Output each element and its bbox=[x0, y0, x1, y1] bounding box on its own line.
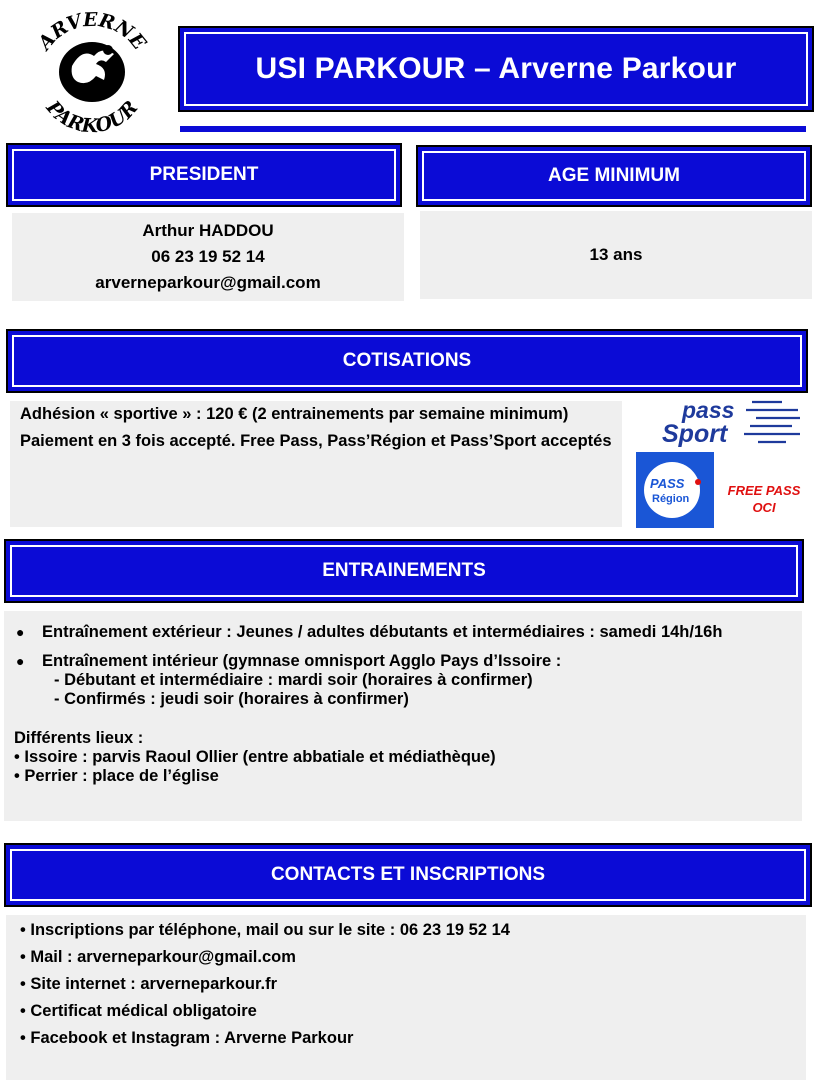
age-heading: AGE MINIMUM bbox=[548, 165, 680, 186]
pass-sport-line1: pass bbox=[682, 397, 735, 423]
contact-item-mail: • Mail : arverneparkour@gmail.com bbox=[20, 948, 296, 966]
free-pass-logo bbox=[716, 482, 812, 516]
training-indoor-confirmed: - Confirmés : jeudi soir (horaires à confirmer) bbox=[54, 690, 409, 708]
parkour-jumper-icon bbox=[59, 42, 125, 102]
list-item bbox=[14, 623, 786, 642]
president-heading: PRESIDENT bbox=[149, 164, 259, 185]
training-outdoor: Entraînement extérieur : Jeunes / adultes débutants et intermédiaires : samedi 14h/16h bbox=[42, 623, 723, 641]
age-banner bbox=[416, 145, 812, 207]
cotisations-adhesion: Adhésion « sportive » : 120 € (2 entrainements par semaine minimum) bbox=[20, 405, 569, 423]
logo-bottom-text: PARKOUR bbox=[41, 96, 143, 136]
bullet-icon: ● bbox=[16, 653, 25, 669]
president-panel bbox=[12, 213, 404, 301]
contacts-panel bbox=[6, 915, 806, 1080]
title-underline bbox=[180, 126, 806, 132]
entrainements-banner bbox=[4, 539, 804, 603]
contact-item-certificat: • Certificat médical obligatoire bbox=[20, 1002, 257, 1020]
lieu-perrier: • Perrier : place de l’église bbox=[14, 767, 219, 785]
contact-item-site: • Site internet : arverneparkour.fr bbox=[20, 975, 278, 993]
lieu-issoire: • Issoire : parvis Raoul Ollier (entre abbatiale et médiathèque) bbox=[14, 748, 496, 766]
pass-sport-logo bbox=[660, 396, 802, 450]
list-item bbox=[14, 652, 786, 709]
logo-top-text: ARVERNE bbox=[33, 8, 151, 55]
contacts-heading: CONTACTS ET INSCRIPTIONS bbox=[270, 864, 546, 885]
age-value: 13 ans bbox=[589, 245, 643, 264]
president-banner bbox=[6, 143, 402, 207]
president-name: Arthur HADDOU bbox=[142, 221, 274, 240]
cotisations-paiement: Paiement en 3 fois accepté. Free Pass, Pass’Région et Pass’Sport acceptés bbox=[20, 432, 612, 450]
speed-lines-icon bbox=[744, 402, 800, 442]
cotisations-heading: COTISATIONS bbox=[342, 350, 472, 371]
president-phone: 06 23 19 52 14 bbox=[151, 247, 265, 266]
president-email: arverneparkour@gmail.com bbox=[95, 273, 321, 292]
contact-item-inscriptions: • Inscriptions par téléphone, mail ou sur le site : 06 23 19 52 14 bbox=[20, 921, 510, 939]
cotisations-banner bbox=[6, 329, 808, 393]
bullet-icon: ● bbox=[16, 624, 25, 640]
lieux-title: Différents lieux : bbox=[14, 729, 144, 747]
pass-sport-line2: Sport bbox=[662, 420, 728, 448]
page-title: USI PARKOUR – Arverne Parkour bbox=[255, 52, 737, 85]
age-panel bbox=[420, 211, 812, 299]
free-pass-line1: FREE PASS bbox=[727, 483, 801, 498]
training-indoor: Entraînement intérieur (gymnase omnisport Agglo Pays d’Issoire : bbox=[42, 652, 562, 670]
training-indoor-beginner: - Débutant et intermédiaire : mardi soir (horaires à confirmer) bbox=[54, 671, 533, 689]
contacts-banner bbox=[4, 843, 812, 907]
pass-region-logo bbox=[636, 452, 714, 528]
contact-item-social: • Facebook et Instagram : Arverne Parkour bbox=[20, 1029, 354, 1047]
entrainements-panel bbox=[4, 611, 802, 821]
arverne-parkour-logo bbox=[22, 6, 160, 136]
entrainements-heading: ENTRAINEMENTS bbox=[322, 560, 486, 581]
pass-region-line2: Région bbox=[652, 493, 690, 505]
pass-region-line1: PASS bbox=[650, 476, 685, 491]
pass-region-dot-icon bbox=[695, 479, 701, 485]
title-banner bbox=[178, 26, 814, 112]
cotisations-panel bbox=[10, 401, 622, 527]
free-pass-line2: OCI bbox=[752, 500, 776, 515]
